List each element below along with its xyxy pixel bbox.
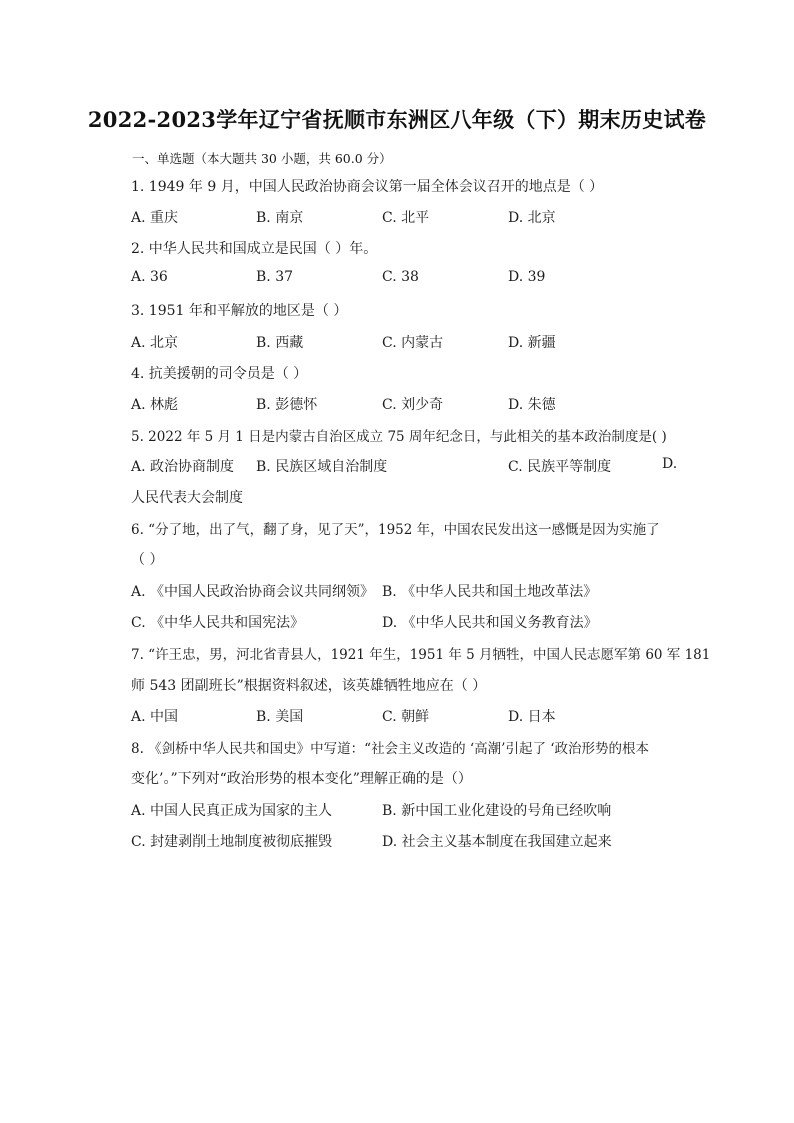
question-8-stem: 8. 《剑桥中华人民共和国史》中写道：“社会主义改造的 ‘高潮’引起了 ‘政治形势的根本 — [131, 741, 650, 757]
question-8-option-d: D. 社会主义基本制度在我国建立起来 — [382, 834, 612, 850]
question-7-option-d: D. 日本 — [508, 709, 556, 725]
question-6-option-d: D. 《中华人民共和国义务教育法》 — [382, 615, 598, 631]
question-3-option-a: A. 北京 — [131, 335, 179, 351]
question-5-option-d: D. — [662, 456, 678, 472]
question-4-option-c: C. 刘少奇 — [382, 397, 444, 413]
question-2-option-d: D. 39 — [508, 269, 546, 285]
question-2-option-b: B. 37 — [256, 269, 294, 285]
question-2-stem: 2. 中华人民共和国成立是民国（ ）年。 — [131, 241, 378, 257]
question-7-stem-cont: 师 543 团副班长”根据资料叙述，该英雄牺牲地应在（ ） — [131, 678, 487, 694]
question-3-option-c: C. 内蒙古 — [382, 335, 444, 351]
question-1-option-b: B. 南京 — [256, 210, 304, 226]
question-3-stem: 3. 1951 年和平解放的地区是（ ） — [131, 303, 348, 319]
question-1-option-a: A. 重庆 — [131, 210, 179, 226]
question-8-stem-cont: 变化’。”下列对“政治形势的根本变化”理解正确的是（） — [131, 771, 472, 787]
question-2-option-c: C. 38 — [382, 269, 419, 285]
question-8-option-b: B. 新中国工业化建设的号角已经吹响 — [382, 803, 612, 819]
question-4-stem: 4. 抗美援朝的司令员是（ ） — [131, 366, 308, 382]
question-1-stem: 1. 1949 年 9 月，中国人民政治协商会议第一届全体会议召开的地点是（ ） — [131, 179, 604, 195]
question-3-option-b: B. 西藏 — [256, 335, 304, 351]
question-6-option-b: B. 《中华人民共和国土地改革法》 — [382, 584, 598, 600]
exam-title: 2022-2023学年辽宁省抚顺市东洲区八年级（下）期末历史试卷 — [87, 107, 707, 132]
question-8-option-a: A. 中国人民真正成为国家的主人 — [131, 803, 333, 819]
question-1-option-c: C. 北平 — [382, 210, 430, 226]
question-6-option-a: A. 《中国人民政治协商会议共同纲领》 — [131, 584, 375, 600]
question-6-stem-cont: （ ） — [131, 552, 164, 568]
question-7-option-b: B. 美国 — [256, 709, 304, 725]
question-4-option-a: A. 林彪 — [131, 397, 179, 413]
question-6-option-c: C. 《中华人民共和国宪法》 — [131, 615, 305, 631]
question-5-option-d-text: 人民代表大会制度 — [131, 490, 243, 506]
question-5-option-b: B. 民族区域自治制度 — [256, 459, 388, 475]
question-5-option-c: C. 民族平等制度 — [508, 459, 612, 475]
question-7-option-c: C. 朝鲜 — [382, 709, 430, 725]
question-3-option-d: D. 新疆 — [508, 335, 556, 351]
question-6-stem: 6. “分了地，出了气，翻了身，见了天”，1952 年，中国农民发出这一感慨是因为实施了 — [131, 522, 660, 538]
question-5-option-a: A. 政治协商制度 — [131, 459, 235, 475]
question-8-option-c: C. 封建剥削土地制度被彻底摧毁 — [131, 834, 333, 850]
section-heading: 一、单选题（本大题共 30 小题，共 60.0 分） — [132, 151, 392, 166]
question-4-option-d: D. 朱德 — [508, 397, 556, 413]
question-1-option-d: D. 北京 — [508, 210, 556, 226]
question-5-stem: 5. 2022 年 5 月 1 日是内蒙古自治区成立 75 周年纪念日，与此相关的基本政治制度是( ) — [131, 429, 667, 445]
question-2-option-a: A. 36 — [131, 269, 168, 285]
question-7-option-a: A. 中国 — [131, 709, 179, 725]
question-4-option-b: B. 彭德怀 — [256, 397, 318, 413]
question-7-stem: 7. “许王忠，男，河北省青县人，1921 年生，1951 年 5 月牺牲，中国人民志愿军第 60 军 181 — [131, 647, 711, 663]
